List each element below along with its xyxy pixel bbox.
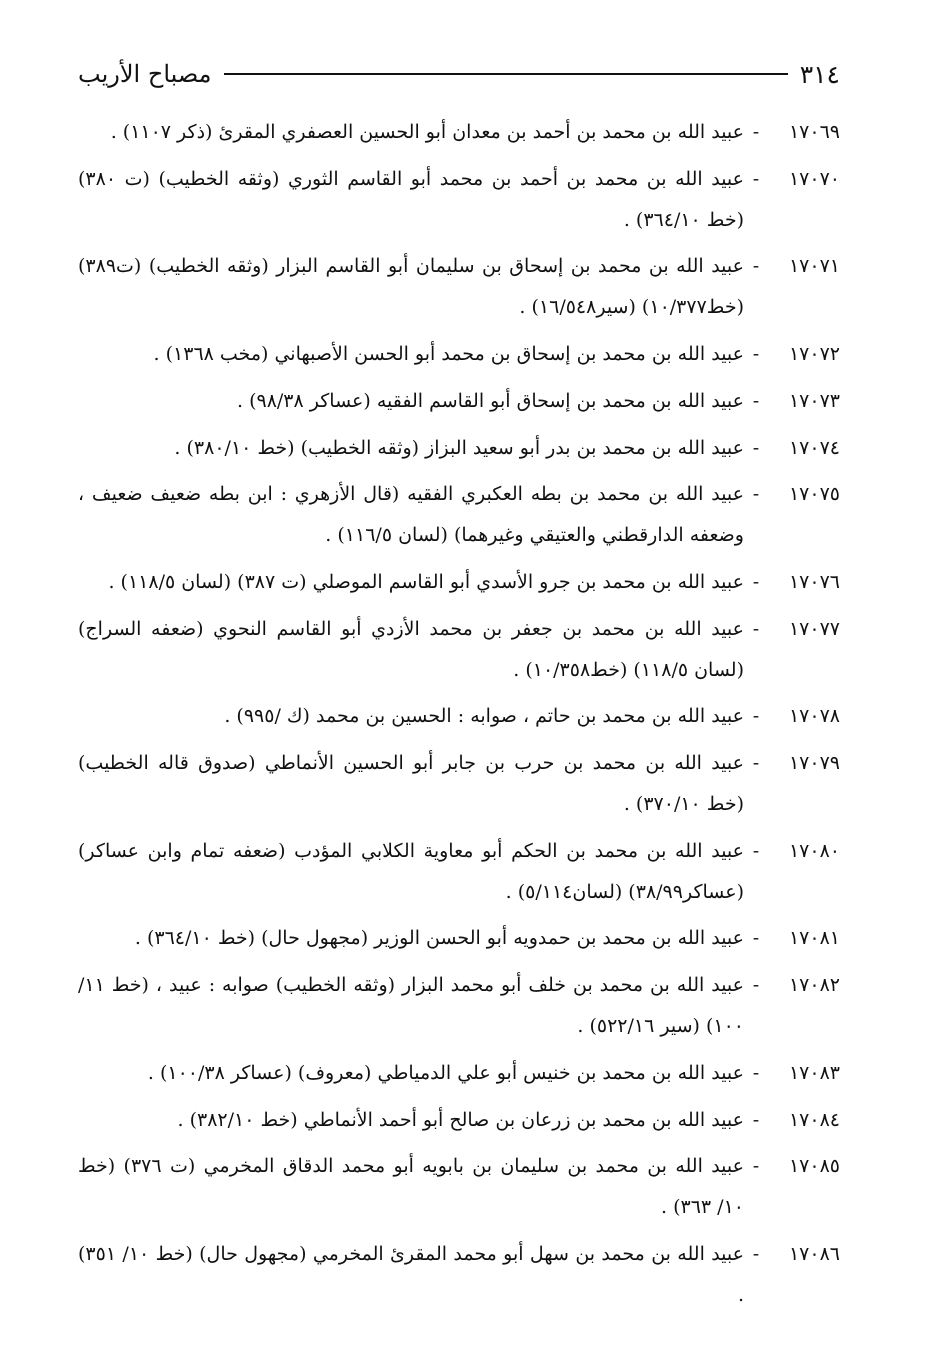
entry-number: ١٧٠٧١	[788, 255, 840, 278]
entry-dash: -	[752, 1242, 760, 1265]
entry-text: عبيد الله بن محمد بن خنيس أبو علي الدمياطي (معروف) (عساكر ١٠٠/٣٨) .	[147, 1061, 744, 1084]
entry-dash: -	[752, 927, 760, 950]
entry-text: عبيد الله بن محمد بن بطه العكبري الفقيه (قال الأزهري : ابن بطه ضعيف ضعيف ، وضعفه الدارقطني والعتيقي وغيرهما) (لسان ١١٦/٥) .	[78, 483, 744, 547]
entry-17080	[78, 831, 840, 913]
entry-text: عبيد الله بن محمد بن إسحاق أبو القاسم الفقيه (عساكر ٩٨/٣٨) .	[237, 389, 744, 412]
entry-text: عبيد الله بن محمد بن حاتم ، صوابه : الحسين بن محمد (ك /٩٩٥) .	[224, 705, 744, 728]
entry-number: ١٧٠٧٩	[788, 752, 840, 775]
entry-17074	[78, 428, 840, 469]
entry-number: ١٧٠٨٥	[788, 1155, 840, 1178]
entry-dash: -	[752, 1061, 760, 1084]
entry-text: عبيد الله بن محمد بن جعفر بن محمد الأزدي أبو القاسم النحوي (ضعفه السراج) (لسان ١١٨/٥) (خط١٠/٣٥٨) .	[78, 617, 744, 681]
entry-number: ١٧٠٨٣	[788, 1061, 840, 1084]
entry-number: ١٧٠٨٤	[788, 1108, 840, 1131]
entry-17075	[78, 474, 840, 556]
entry-text: عبيد الله بن محمد بن إسحاق بن محمد أبو الحسن الأصبهاني (مخب ١٣٦٨) .	[153, 342, 744, 365]
entry-text: عبيد الله بن محمد بن الحكم أبو معاوية الكلابي المؤدب (ضعفه تمام وابن عساكر) (عساكر٣٨/٩٩) (لسان٥/١١٤) .	[78, 839, 744, 903]
page-header	[78, 50, 840, 98]
entry-text: عبيد الله بن محمد بن حرب بن جابر أبو الحسين الأنماطي (صدوق قاله الخطيب) (خط ٣٧٠/١٠) .	[78, 752, 744, 815]
entry-text: عبيد الله بن محمد بن بدر أبو سعيد البزاز (وثقه الخطيب) (خط ٣٨٠/١٠) .	[174, 436, 744, 459]
entry-17071	[78, 246, 840, 328]
entry-dash: -	[752, 436, 760, 459]
entry-number: ١٧٠٨٦	[788, 1242, 840, 1265]
entry-17069	[78, 112, 840, 153]
entry-dash: -	[752, 752, 760, 775]
entry-dash: -	[752, 483, 760, 506]
page-number: ٣١٤	[799, 59, 840, 89]
entry-text: عبيد الله بن محمد بن أحمد بن معدان أبو الحسين العصفري المقرئ (ذكر ١١٠٧) .	[110, 121, 744, 143]
entry-17079	[78, 743, 840, 825]
entry-number: ١٧٠٧٥	[788, 483, 840, 506]
entry-number: ١٧٠٧٢	[788, 342, 840, 365]
entry-17070	[78, 159, 840, 241]
entry-17077	[78, 609, 840, 691]
entry-dash: -	[752, 342, 760, 365]
entry-text: عبيد الله بن محمد بن حمدويه أبو الحسن الوزير (مجهول حال) (خط ٣٦٤/١٠) .	[134, 927, 744, 950]
entry-dash: -	[752, 1155, 760, 1178]
entry-list	[78, 112, 840, 1322]
entry-text: عبيد الله بن محمد بن أحمد بن محمد أبو القاسم الثوري (وثقه الخطيب) (ت ٣٨٠) (خط ٣٦٤/١٠) .	[78, 167, 744, 231]
entry-17076	[78, 562, 840, 603]
entry-17081	[78, 918, 840, 959]
entry-dash: -	[752, 974, 760, 997]
entry-dash: -	[752, 839, 760, 862]
entry-number: ١٧٠٦٩	[788, 121, 840, 143]
entry-number: ١٧٠٧٣	[788, 389, 840, 412]
entry-text: عبيد الله بن محمد بن سهل أبو محمد المقرئ المخرمي (مجهول حال) (خط ١٠/ ٣٥١) .	[78, 1242, 744, 1306]
book-title: مصباح الأريب	[78, 60, 212, 88]
entry-17072	[78, 334, 840, 375]
entry-dash: -	[752, 167, 760, 190]
entry-17084	[78, 1100, 840, 1141]
entry-dash: -	[752, 255, 760, 278]
entry-number: ١٧٠٧٧	[788, 617, 840, 640]
entry-text: عبيد الله بن محمد بن زرعان بن صالح أبو أحمد الأنماطي (خط ٣٨٢/١٠) .	[177, 1108, 744, 1131]
entry-17083	[78, 1053, 840, 1094]
entry-number: ١٧٠٧٤	[788, 436, 840, 459]
entry-text: عبيد الله بن محمد بن جرو الأسدي أبو القاسم الموصلي (ت ٣٨٧) (لسان ١١٨/٥) .	[108, 570, 744, 593]
entry-dash: -	[752, 121, 760, 143]
header-rule	[224, 73, 788, 75]
entry-text: عبيد الله بن محمد بن إسحاق بن سليمان أبو القاسم البزار (وثقه الخطيب) (ت٣٨٩) (خط١٠/٣٧٧) (سير١٦/٥٤٨) .	[78, 255, 744, 319]
entry-17082	[78, 965, 840, 1047]
entry-text: عبيد الله بن محمد بن سليمان بن بابويه أبو محمد الدقاق المخرمي (ت ٣٧٦) (خط ١٠/ ٣٦٣) .	[78, 1155, 744, 1219]
entry-number: ١٧٠٧٦	[788, 570, 840, 593]
entry-number: ١٧٠٨٠	[788, 839, 840, 862]
entry-dash: -	[752, 1108, 760, 1131]
entry-dash: -	[752, 570, 760, 593]
entry-text: عبيد الله بن محمد بن خلف أبو محمد البزار (وثقه الخطيب) صوابه : عبيد ، (خط ١١/ ١٠٠) (سير ٥٢٢/١٦) .	[78, 974, 744, 1037]
entry-number: ١٧٠٨١	[788, 927, 840, 950]
entry-17085	[78, 1146, 840, 1228]
entry-number: ١٧٠٧٠	[788, 167, 840, 190]
entry-number: ١٧٠٧٨	[788, 705, 840, 728]
entry-dash: -	[752, 389, 760, 412]
entry-17078	[78, 696, 840, 737]
entry-dash: -	[752, 705, 760, 728]
entry-dash: -	[752, 617, 760, 640]
entry-17073	[78, 381, 840, 422]
entry-number: ١٧٠٨٢	[788, 974, 840, 997]
entry-17086	[78, 1234, 840, 1316]
